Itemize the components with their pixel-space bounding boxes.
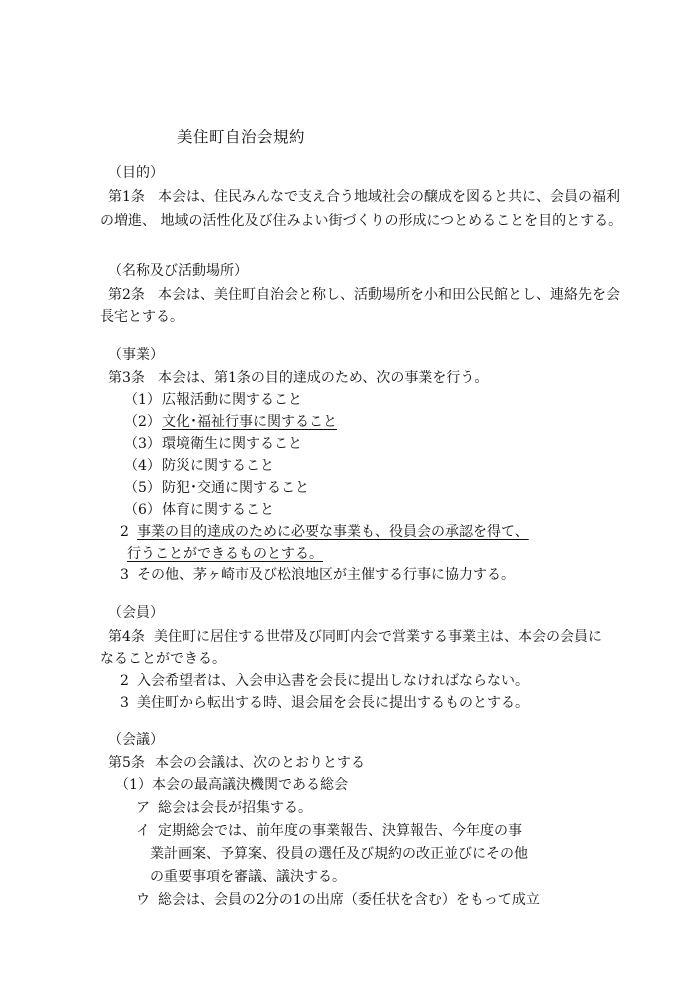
article-2-line-1: 本会は、美住町自治会と称し、活動場所を小和田公民館とし、連絡先を会 — [158, 287, 620, 303]
article-3-paragraph-2-line-2: 行うことができるものとする。 — [127, 546, 323, 562]
article-4-line-2: なることができる。 — [100, 651, 226, 667]
article-5-item-a: 総会は会長が招集する。 — [158, 800, 312, 816]
article-5-item-i-line-1: 定期総会では、前年度の事業報告、決算報告、今年度の事 — [158, 823, 522, 839]
list-item-number: （1） — [124, 392, 161, 408]
article-4-number: 第4条 — [108, 629, 145, 645]
article-5-item-u: 総会は、会員の2分の1の出席（委任状を含む）をもって成立 — [158, 892, 540, 908]
list-item: 文化･福祉行事に関すること — [162, 414, 337, 430]
article-5-item-i-line-2: 業計画案、予算案、役員の選任及び規約の改正並びにその他 — [150, 846, 528, 862]
article-5-item-i-mark: イ — [136, 823, 150, 839]
section-heading-meetings: （会議） — [108, 732, 164, 748]
article-3-paragraph-3-number: 3 — [120, 567, 129, 583]
article-3-number: 第3条 — [108, 370, 145, 386]
article-5-item-a-mark: ア — [136, 800, 150, 816]
article-5-sub-number: （1） — [115, 777, 152, 793]
article-5-line-1: 本会の会議は、次のとおりとする — [155, 755, 365, 771]
page-title: 美住町自治会規約 — [177, 128, 306, 146]
article-1-line-2: の増進、 地域の活性化及び住みよい街づくりの形成につとめることを目的とする。 — [100, 213, 623, 229]
article-5-item-i-line-3: の重要事項を審議、議決する。 — [150, 869, 346, 885]
list-item-number: （2） — [124, 414, 161, 430]
article-2-number: 第2条 — [108, 287, 145, 303]
list-item: 防災に関すること — [162, 458, 274, 474]
article-4-paragraph-2: 入会希望者は、入会申込書を会長に提出しなければならない。 — [137, 673, 529, 689]
article-3-paragraph-3: その他、茅ヶ崎市及び松浪地区が主催する行事に協力する。 — [137, 567, 515, 583]
article-3-paragraph-2-line-1: 事業の目的達成のために必要な事業も、役員会の承認を得て、 — [137, 524, 529, 540]
list-item: 防犯･交通に関すること — [162, 480, 309, 496]
section-heading-purpose: （目的） — [108, 165, 164, 181]
section-heading-name-location: （名称及び活動場所） — [108, 263, 248, 279]
article-5-sub-text: 本会の最高議決機関である総会 — [152, 777, 348, 793]
article-5-item-u-mark: ウ — [136, 892, 150, 908]
section-heading-business: （事業） — [108, 347, 164, 363]
article-4-paragraph-3: 美住町から転出する時、退会届を会長に提出するものとする。 — [137, 695, 529, 711]
list-item-number: （4） — [124, 458, 161, 474]
article-3-line-1: 本会は、第1条の目的達成のため、次の事業を行う。 — [158, 370, 489, 386]
article-4-paragraph-2-number: 2 — [120, 673, 129, 689]
list-item: 環境衛生に関すること — [162, 436, 302, 452]
article-1-number: 第1条 — [108, 189, 145, 205]
list-item-number: （3） — [124, 436, 161, 452]
article-4-paragraph-3-number: 3 — [120, 695, 129, 711]
list-item-number: （5） — [124, 480, 161, 496]
article-3-paragraph-2-number: 2 — [120, 524, 129, 540]
section-heading-members: （会員） — [108, 605, 164, 621]
list-item: 広報活動に関すること — [162, 392, 302, 408]
article-5-number: 第5条 — [108, 755, 145, 771]
article-4-line-1: 美住町に居住する世帯及び同町内会で営業する事業主は、本会の会員に — [154, 629, 602, 645]
article-1-line-1: 本会は、住民みんなで支え合う地域社会の醸成を図ると共に、会員の福利 — [158, 189, 620, 205]
list-item: 体育に関すること — [162, 502, 274, 518]
article-2-line-2: 長宅とする。 — [100, 309, 184, 325]
list-item-number: （6） — [124, 502, 161, 518]
